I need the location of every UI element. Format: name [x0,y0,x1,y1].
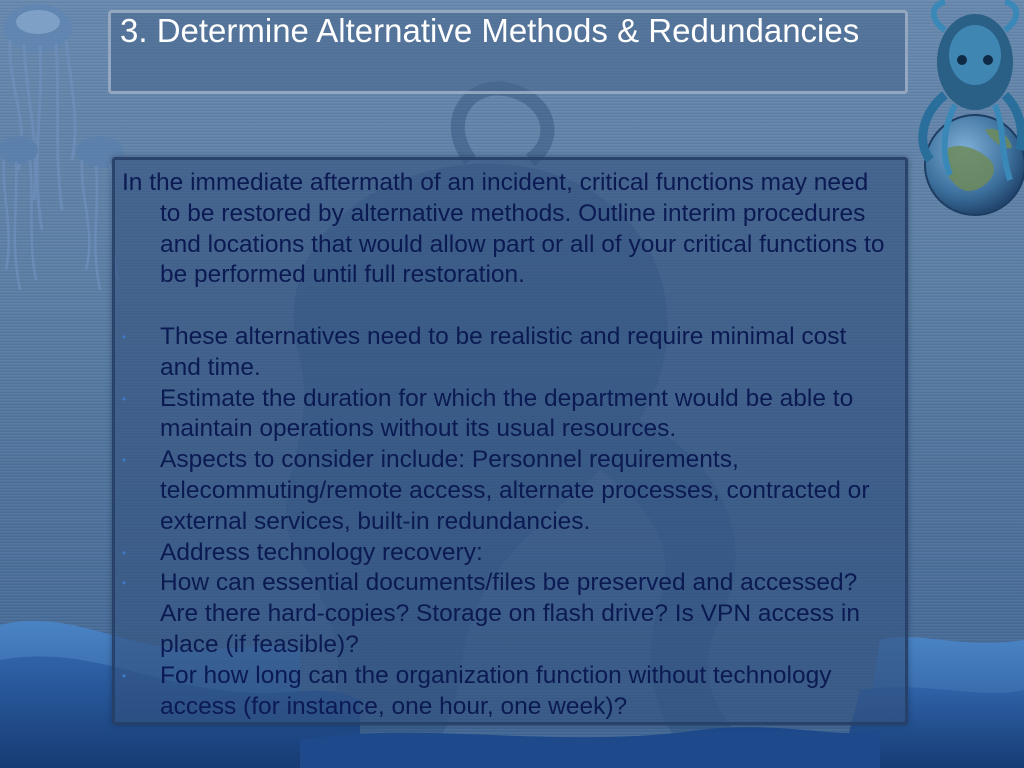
bullet-item [122,661,892,723]
slide-body [122,168,892,722]
bullet-item [122,384,892,446]
bullet-icon: • [122,391,127,406]
bullet-icon: • [122,576,127,591]
bullet-item [122,322,892,384]
intro-paragraph: In the immediate aftermath of an incident, critical functions may need to be restored by alternative methods. Outline interim procedures and locations that would allow part or all of your critical functions to be performed until full restoration. [122,169,885,289]
bullet-icon: • [122,668,127,683]
bullet-text: These alternatives need to be realistic and require minimal cost and time. [160,322,847,381]
bullet-text: How can essential documents/files be preserved and accessed? Are there hard-copies? Storage on flash drive? Is VPN access in place (if feasible)? [160,569,860,658]
bullet-icon: • [122,453,127,468]
bullet-list [122,322,892,722]
bullet-item [122,445,892,537]
jellyfish-art-left [0,4,124,290]
bullet-text: Estimate the duration for which the department would be able to maintain operations without its usual resources. [160,384,854,443]
bullet-icon: • [122,329,127,344]
slide-title: 3. Determine Alternative Methods & Redundancies [120,12,860,49]
bullet-text: Address technology recovery: [160,538,483,566]
bullet-text: Aspects to consider include: Personnel requirements, telecommuting/remote access, alternate processes, contracted or external services, built-in redundancies. [160,446,870,535]
paragraph-spacer [122,291,892,322]
bullet-item [122,568,892,660]
bullet-text: For how long can the organization function without technology access (for instance, one hour, one week)? [160,661,832,720]
octopus-globe-art [923,2,1024,215]
bullet-icon: • [122,545,127,560]
bullet-item [122,538,892,569]
